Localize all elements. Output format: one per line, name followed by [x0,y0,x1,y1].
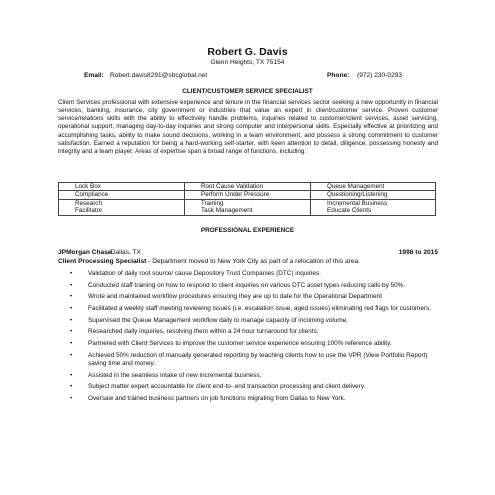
contact-line [0,72,495,81]
resume-title: CLIENT/CUSTOMER SERVICE SPECIALIST [182,88,313,95]
bullet-icon: • [70,316,73,324]
responsibility-text: Researched daily inquiries, resolving them within a 24 hour turnaround for clients. [88,328,319,336]
responsibility-text: Conducted staff training on how to respond to client inquiries on various DTC asset types reducing calls by 50%. [88,281,406,289]
responsibility-item [58,328,438,336]
skill-cell: Root Cause Validation [185,183,311,191]
company-location: , Dallas, TX [107,249,141,256]
job-description: - Department moved to New York City as part of a relocation of this area. [146,258,360,265]
email-label: Email: [84,72,104,79]
responsibility-text: Facilitated a weekly staff meeting reviewing issues (i.e. escalation issue, aged issues) eliminating red flags for customers. [88,305,432,313]
bullet-icon: • [70,270,73,277]
bullet-icon: • [70,394,73,402]
responsibility-text: Assisted in the seamless intake of new incremental business. [88,371,262,379]
responsibility-item [58,372,438,380]
responsibility-item [58,305,438,313]
responsibility-item [58,282,438,290]
responsibility-item [58,395,438,403]
responsibility-text: Validation of daily root source/ cause Depository Trust Companies (DTC) inquiries. [88,270,321,277]
responsibility-text: Wrote and maintained workflow procedures ensuring they are up to date for the Operational Department [88,293,383,301]
skill-cell: Perform Under Pressure [185,191,311,199]
skills-table [58,182,436,216]
skill-cell: Questioning/Listening [311,191,436,199]
skill-cell: Incremental Business Educate Clients [311,199,436,215]
responsibility-item [58,270,438,278]
bullet-icon: • [70,328,73,336]
skills-row [59,183,436,191]
section-title-experience: PROFESSIONAL EXPERIENCE [200,227,295,234]
bullet-icon: • [70,293,73,301]
responsibilities-list [58,270,438,407]
bullet-icon: • [70,371,73,379]
phone-value[interactable]: (972) 230-0293 [357,72,403,79]
job-title: Client Processing Specialist [58,258,147,265]
responsibility-text: Subject matter expert accountable for client end-to- end transaction processing and client delivery. [88,383,366,391]
job-years: 1998 to 2015 [398,249,438,256]
skill-cell: Research Facilitator [59,199,185,215]
responsibility-text: Partnered with Client Services to improve the customer service experience ensuring 100% reference ability. [88,340,392,348]
skill-cell: Training Task Management [185,199,311,215]
skill-cell: Compliance [59,191,185,199]
company-name: JPMorgan Chase [58,249,112,256]
skill-cell: Lock Box [59,183,185,191]
bullet-icon: • [70,305,73,313]
responsibility-item [58,340,438,348]
job-header [58,249,438,258]
responsibility-item [58,383,438,391]
summary-paragraph: Client Services professional with extensive experience and tenure in the financial services sector seeking a new opportunity in financial services, banking, insurance, city government or industries that value an expert in client/customer service. Proven customer service/relations skills with the ability to effectively handle problems, inquiries related to customer/client services, asset servicing, operational support, managing day-to-day inquiries and strong computer and interpersonal skills. Especially effective at prioritizing and accomplishing tasks, ability to make sound decisions, working in a team environment, and possess a strong commitment to customer satisfaction. Earned a reputation for being a hard-working self-starter, with keen attention to detail, diligence, possessing honesty and integrity and a team player. Areas of expertise span a broad range of functions, including: [58,99,438,155]
skill-cell: Queue Management [311,183,436,191]
bullet-icon: • [70,351,73,359]
bullet-icon: • [70,340,73,348]
bullet-icon: • [70,383,73,391]
responsibility-item [58,293,438,301]
responsibility-text: Supervised the Queue Management workflow daily to manage capacity of incoming volume. [88,316,349,324]
responsibility-item [58,317,438,325]
responsibility-text: Oversaw and trained business partners on job functions migrating from Dallas to New York. [88,394,346,402]
responsibility-text: Achieved 50% reduction of manually generated reporting by teaching clients how to use the VPR (View Portfolio Report) saving time and money. [88,351,428,367]
job-title-line [58,258,438,265]
bullet-icon: • [70,281,73,289]
candidate-name: Robert G. Davis [207,46,288,58]
candidate-city: Glenn Heights, TX 75154 [210,59,285,66]
phone-label: Phone: [327,72,350,79]
skills-row [59,199,436,215]
skills-row [59,191,436,199]
email-value[interactable]: Robert.davis8291@sbcglobal.net [110,72,208,79]
responsibility-item [58,352,438,368]
